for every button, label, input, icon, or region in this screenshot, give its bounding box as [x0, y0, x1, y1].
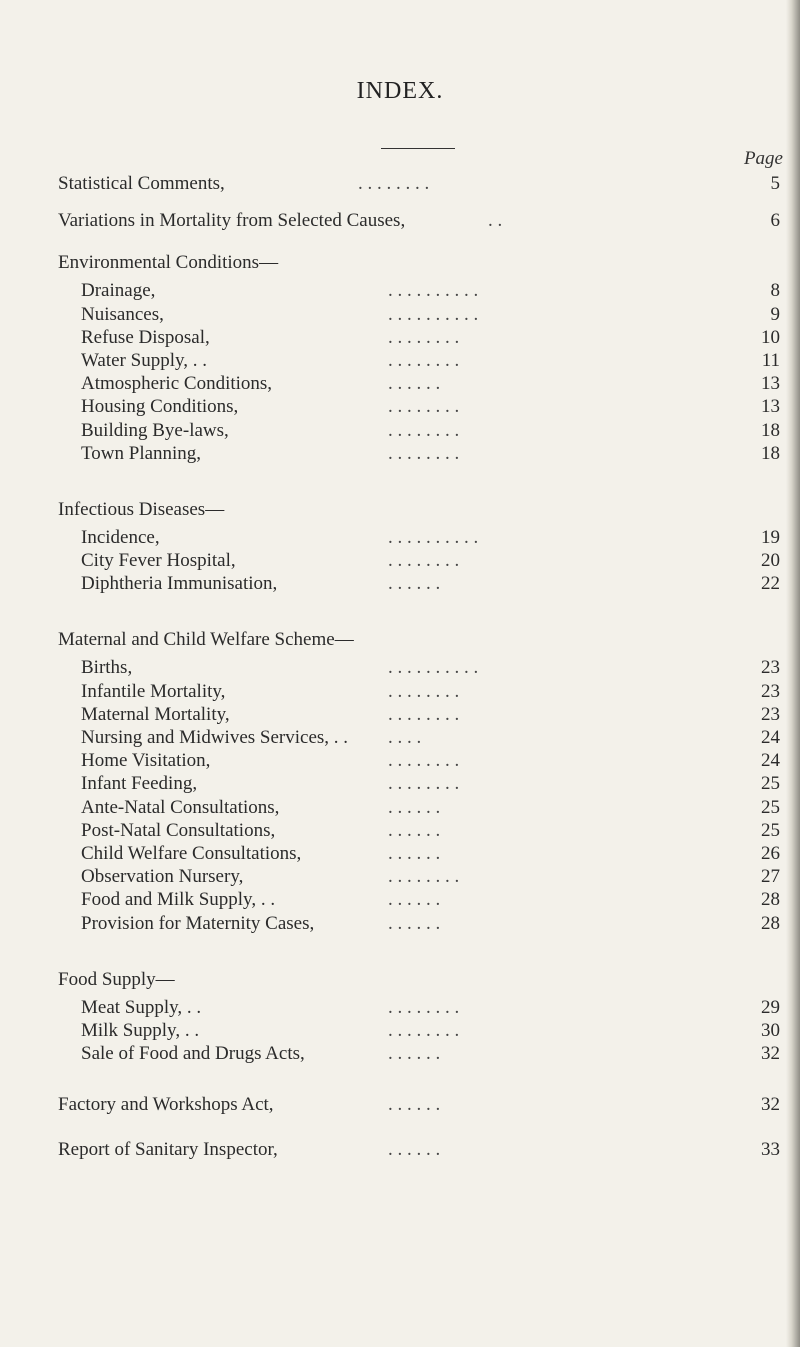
- index-entry: [58, 419, 788, 442]
- entry-leader-dots: . . . . . .: [388, 573, 441, 595]
- entry-page-number: 20: [761, 550, 780, 572]
- entry-label: Ante-Natal Consultations,: [81, 796, 280, 818]
- index-entry: [58, 303, 788, 326]
- page-title: INDEX.: [356, 78, 444, 104]
- entry-page-number: 33: [761, 1139, 780, 1161]
- index-entry: [58, 549, 788, 572]
- index-entry: [58, 1042, 788, 1065]
- index-entry: [58, 1138, 788, 1161]
- index-entry: [58, 372, 788, 395]
- section-heading: Infectious Diseases—: [58, 498, 225, 520]
- index-entry: [58, 1093, 788, 1116]
- section-heading: Environmental Conditions—: [58, 252, 279, 274]
- entry-label: Infant Feeding,: [81, 773, 198, 795]
- entry-page-number: 28: [761, 889, 780, 911]
- entry-label: Maternal Mortality,: [81, 703, 230, 725]
- index-entry: [58, 1019, 788, 1042]
- entry-page-number: 24: [761, 750, 780, 772]
- entry-page-number: 13: [761, 396, 780, 418]
- index-entry: [58, 326, 788, 349]
- entry-label: Variations in Mortality from Selected Causes,: [58, 210, 406, 232]
- entry-label: Atmospheric Conditions,: [81, 373, 273, 395]
- entry-label: City Fever Hospital,: [81, 550, 236, 572]
- entry-label: Drainage,: [81, 280, 156, 302]
- page-column-heading: Page: [743, 148, 783, 169]
- entry-leader-dots: . . . .: [388, 727, 422, 748]
- index-entries: [58, 172, 788, 1184]
- entry-leader-dots: . . . . . . . .: [388, 326, 460, 348]
- entry-leader-dots: . . . . . . . .: [388, 550, 460, 572]
- entry-label: Sale of Food and Drugs Acts,: [81, 1043, 305, 1065]
- entry-leader-dots: . . . . . . . .: [388, 442, 460, 464]
- entry-label: Water Supply, . .: [81, 349, 207, 371]
- index-entry: [58, 703, 788, 726]
- entry-page-number: 29: [761, 996, 780, 1018]
- entry-page-number: 18: [761, 442, 780, 464]
- entry-page-number: 25: [761, 773, 780, 795]
- entry-page-number: 25: [761, 796, 780, 818]
- entry-page-number: 18: [761, 419, 780, 441]
- entry-leader-dots: . .: [488, 210, 503, 232]
- entry-leader-dots: . . . . . .: [388, 889, 441, 911]
- entry-leader-dots: . . . . . .: [388, 1094, 441, 1116]
- entry-page-number: 32: [761, 1043, 780, 1065]
- index-entry: [58, 209, 788, 232]
- entry-leader-dots: . . . . . .: [388, 842, 441, 864]
- entry-label: Meat Supply, . .: [81, 996, 202, 1018]
- entry-leader-dots: . . . . . . . .: [388, 703, 460, 725]
- entry-leader-dots: . . . . . . . .: [388, 419, 460, 441]
- index-section: [58, 493, 788, 596]
- entry-page-number: 24: [761, 727, 780, 748]
- entry-leader-dots: . . . . . . . .: [358, 173, 430, 194]
- entry-leader-dots: . . . . . . . . . .: [388, 526, 479, 548]
- entry-leader-dots: . . . . . . . .: [388, 750, 460, 772]
- index-entry: [58, 749, 788, 772]
- entry-label: Report of Sanitary Inspector,: [58, 1139, 278, 1161]
- entry-label: Observation Nursery,: [81, 866, 244, 888]
- entry-leader-dots: . . . . . . . .: [388, 866, 460, 888]
- entry-leader-dots: . . . . . .: [388, 1043, 441, 1065]
- entry-label: Building Bye-laws,: [81, 419, 229, 441]
- index-entry: [58, 172, 788, 195]
- entry-leader-dots: . . . . . .: [388, 373, 441, 395]
- entry-label: Refuse Disposal,: [81, 326, 210, 348]
- entry-label: Statistical Comments,: [58, 173, 225, 194]
- entry-leader-dots: . . . . . .: [388, 796, 441, 818]
- entry-label: Nursing and Midwives Services, . .: [81, 727, 349, 748]
- entry-page-number: 23: [761, 680, 780, 702]
- index-entry: [58, 279, 788, 302]
- entry-label: Town Planning,: [81, 442, 202, 464]
- index-entry: [58, 395, 788, 418]
- entry-leader-dots: . . . . . . . .: [388, 349, 460, 371]
- entry-label: Nuisances,: [81, 303, 164, 325]
- index-section: [58, 963, 788, 1066]
- entry-leader-dots: . . . . . . . .: [388, 396, 460, 418]
- index-entry: [58, 842, 788, 865]
- entry-page-number: 26: [761, 842, 780, 864]
- page-edge-shadow: [786, 0, 800, 1347]
- index-entry: [58, 996, 788, 1019]
- index-entry: [58, 442, 788, 465]
- entry-label: Factory and Workshops Act,: [58, 1094, 274, 1116]
- title-rule: [381, 148, 455, 149]
- index-entry: [58, 865, 788, 888]
- entry-page-number: 9: [770, 303, 780, 325]
- index-entry: [58, 349, 788, 372]
- entry-label: Milk Supply, . .: [81, 1019, 200, 1041]
- entry-leader-dots: . . . . . . . .: [388, 680, 460, 702]
- index-entry: [58, 819, 788, 842]
- entry-page-number: 22: [761, 573, 780, 595]
- entry-leader-dots: . . . . . . . .: [388, 773, 460, 795]
- entry-page-number: 5: [770, 173, 780, 194]
- entry-page-number: 6: [770, 210, 780, 232]
- index-entry: [58, 572, 788, 595]
- entry-page-number: 25: [761, 819, 780, 841]
- entry-label: Child Welfare Consultations,: [81, 842, 302, 864]
- entry-label: Housing Conditions,: [81, 396, 239, 418]
- section-heading: Food Supply—: [58, 968, 175, 990]
- entry-page-number: 19: [761, 526, 780, 548]
- entry-leader-dots: . . . . . . . .: [388, 1019, 460, 1041]
- index-entry: [58, 912, 788, 935]
- entry-page-number: 28: [761, 912, 780, 934]
- entry-page-number: 11: [761, 349, 780, 371]
- index-entry: [58, 680, 788, 703]
- entry-leader-dots: . . . . . . . . . .: [388, 303, 479, 325]
- index-entry: [58, 772, 788, 795]
- entry-label: Provision for Maternity Cases,: [81, 912, 315, 934]
- index-entry: [58, 796, 788, 819]
- entry-leader-dots: . . . . . .: [388, 912, 441, 934]
- entry-page-number: 23: [761, 657, 780, 679]
- entry-leader-dots: . . . . . .: [388, 819, 441, 841]
- entry-page-number: 23: [761, 703, 780, 725]
- entry-label: Incidence,: [81, 526, 160, 548]
- entry-leader-dots: . . . . . . . . . .: [388, 657, 479, 679]
- entry-leader-dots: . . . . . . . . . .: [388, 280, 479, 302]
- entry-label: Births,: [81, 657, 133, 679]
- index-entry: [58, 888, 788, 911]
- index-section: [58, 246, 788, 465]
- entry-page-number: 30: [761, 1019, 780, 1041]
- entry-label: Food and Milk Supply, . .: [81, 889, 276, 911]
- index-entry: [58, 526, 788, 549]
- entry-label: Diphtheria Immunisation,: [81, 573, 278, 595]
- entry-label: Infantile Mortality,: [81, 680, 226, 702]
- entry-leader-dots: . . . . . . . .: [388, 996, 460, 1018]
- entry-page-number: 8: [770, 280, 780, 302]
- entry-page-number: 13: [761, 373, 780, 395]
- entry-page-number: 10: [761, 326, 780, 348]
- entry-page-number: 32: [761, 1094, 780, 1116]
- entry-page-number: 27: [761, 866, 780, 888]
- index-entry: [58, 656, 788, 679]
- entry-label: Home Visitation,: [81, 750, 211, 772]
- index-entry: [58, 726, 788, 749]
- entry-leader-dots: . . . . . .: [388, 1139, 441, 1161]
- section-heading: Maternal and Child Welfare Scheme—: [58, 629, 354, 651]
- entry-label: Post-Natal Consultations,: [81, 819, 276, 841]
- index-section: [58, 623, 788, 934]
